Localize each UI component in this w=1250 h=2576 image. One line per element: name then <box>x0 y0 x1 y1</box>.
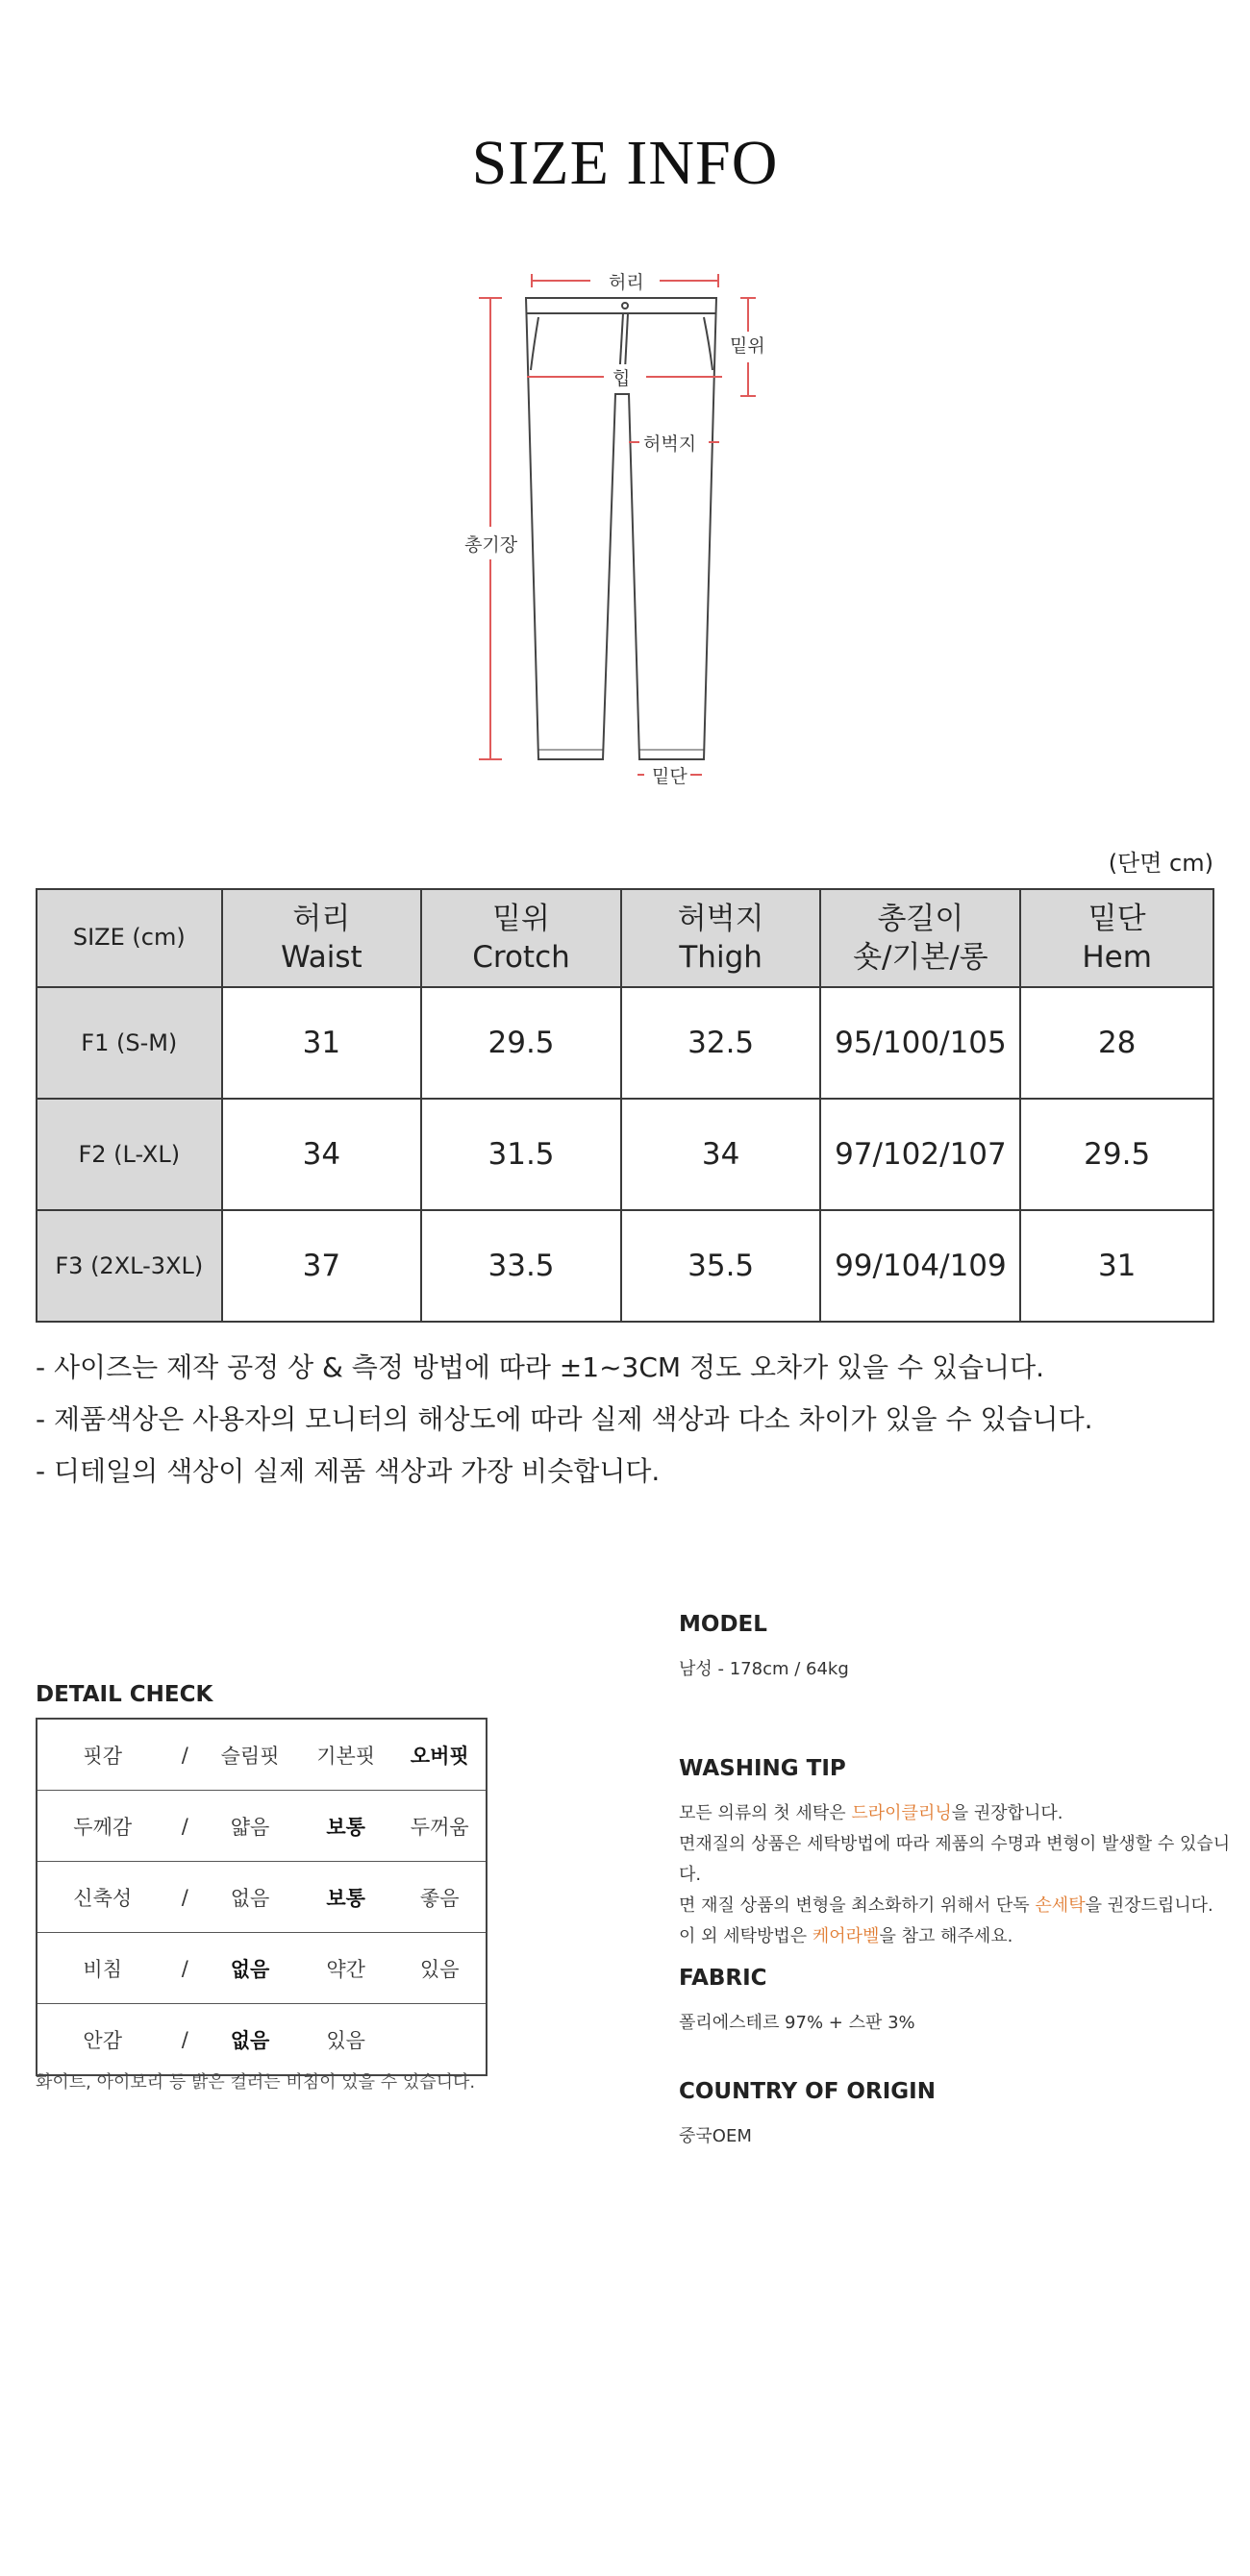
detail-separator: / <box>181 1814 188 1838</box>
diagram-label-waist: 허리 <box>606 268 647 294</box>
fabric-text: 폴리에스테르 97% + 스판 3% <box>679 2013 915 2033</box>
washing-heading: WASHING TIP <box>679 1756 846 1781</box>
column-header-crotch: 밑위 Crotch <box>421 889 621 987</box>
diagram-label-hip: 힙 <box>610 364 633 390</box>
detail-option: 얇음 <box>230 1815 270 1839</box>
table-cell: 37 <box>222 1210 422 1322</box>
washing-section <box>679 1756 1250 1952</box>
table-cell: 35.5 <box>621 1210 821 1322</box>
model-section <box>679 1612 849 1685</box>
row-size-label: F3 (2XL-3XL) <box>37 1210 222 1322</box>
table-row <box>37 1210 1213 1322</box>
size-notes <box>36 1348 1093 1503</box>
origin-heading: COUNTRY OF ORIGIN <box>679 2079 936 2104</box>
detail-row-sheer <box>38 1933 486 2004</box>
pants-size-diagram <box>0 0 1250 827</box>
column-header-waist: 허리 Waist <box>222 889 422 987</box>
table-cell: 33.5 <box>421 1210 621 1322</box>
table-cell: 99/104/109 <box>820 1210 1020 1322</box>
note-line: - 제품색상은 사용자의 모니터의 해상도에 따라 실제 색상과 다소 차이가 있을 수 있습니다. <box>36 1403 1093 1435</box>
detail-separator: / <box>181 1956 188 1980</box>
diagram-label-hem: 밑단 <box>649 762 690 788</box>
washing-line: 면재질의 상품은 세탁방법에 따라 제품의 수명과 변형이 발생할 수 있습니다. <box>679 1834 1231 1885</box>
table-cell: 31.5 <box>421 1099 621 1210</box>
table-cell: 95/100/105 <box>820 987 1020 1099</box>
table-cell: 31 <box>1020 1210 1213 1322</box>
column-header-thigh: 허벅지 Thigh <box>621 889 821 987</box>
table-cell: 32.5 <box>621 987 821 1099</box>
detail-label: 두께감 <box>73 1815 133 1839</box>
table-cell: 34 <box>222 1099 422 1210</box>
washing-line: 모든 의류의 첫 세탁은 드라이클리닝을 권장합니다. <box>679 1803 1063 1823</box>
origin-text: 중국OEM <box>679 2126 752 2146</box>
detail-option-selected: 없음 <box>230 1957 270 1981</box>
pants-outline-drawing <box>0 0 1250 827</box>
column-header-length: 총길이 숏/기본/롱 <box>820 889 1020 987</box>
detail-option: 있음 <box>326 2028 365 2052</box>
highlight-text: 케어라벨 <box>812 1926 880 1946</box>
detail-label: 안감 <box>83 2028 122 2052</box>
origin-section <box>679 2079 936 2152</box>
note-line: - 사이즈는 제작 공정 상 & 측정 방법에 따라 ±1~3CM 정도 오차가 있을 수 있습니다. <box>36 1351 1045 1383</box>
table-cell: 29.5 <box>1020 1099 1213 1210</box>
washing-line: 이 외 세탁방법은 케어라벨을 참고 해주세요. <box>679 1926 1013 1946</box>
detail-option-selected: 오버핏 <box>410 1744 469 1768</box>
detail-check-note: 화이트, 아이보리 등 밝은 컬러는 비침이 있을 수 있습니다. <box>36 2072 476 2093</box>
detail-check-title: DETAIL CHECK <box>36 1682 213 1707</box>
detail-label: 신축성 <box>73 1886 133 1910</box>
row-size-label: F1 (S-M) <box>37 987 222 1099</box>
detail-option-selected: 없음 <box>230 2028 270 2052</box>
detail-option-selected: 보통 <box>326 1886 365 1910</box>
table-row <box>37 987 1213 1099</box>
detail-option: 없음 <box>230 1886 270 1910</box>
detail-option-selected: 보통 <box>326 1815 365 1839</box>
detail-separator: / <box>181 1743 188 1767</box>
table-cell: 34 <box>621 1099 821 1210</box>
detail-label: 비침 <box>83 1957 122 1981</box>
model-heading: MODEL <box>679 1612 767 1637</box>
detail-check-table <box>36 1718 488 2076</box>
fabric-section <box>679 1966 915 2039</box>
size-table-header <box>37 889 1213 987</box>
table-cell: 97/102/107 <box>820 1099 1020 1210</box>
model-text: 남성 - 178cm / 64kg <box>679 1659 849 1679</box>
detail-row-stretch <box>38 1862 486 1933</box>
fabric-heading: FABRIC <box>679 1966 767 1991</box>
detail-separator: / <box>181 1885 188 1909</box>
detail-label: 핏감 <box>83 1744 122 1768</box>
note-line: - 디테일의 색상이 실제 제품 색상과 가장 비슷합니다. <box>36 1455 661 1487</box>
diagram-label-rise: 밑위 <box>727 332 768 358</box>
column-header-hem: 밑단 Hem <box>1020 889 1213 987</box>
detail-option: 있음 <box>419 1957 460 1981</box>
table-cell: 31 <box>222 987 422 1099</box>
detail-option: 기본핏 <box>316 1744 376 1768</box>
detail-row-thickness <box>38 1791 486 1862</box>
row-size-label: F2 (L-XL) <box>37 1099 222 1210</box>
detail-separator: / <box>181 2027 188 2051</box>
size-table-corner: SIZE (cm) <box>37 889 222 987</box>
detail-option: 좋음 <box>419 1886 460 1910</box>
detail-option: 두꺼움 <box>410 1815 469 1839</box>
page-title: SIZE INFO <box>471 128 779 198</box>
size-table <box>36 888 1214 1323</box>
washing-line: 면 재질 상품의 변형을 최소화하기 위해서 단독 손세탁을 권장드립니다. <box>679 1895 1213 1916</box>
diagram-label-length: 총기장 <box>462 531 520 557</box>
highlight-text: 손세탁 <box>1035 1895 1086 1916</box>
diagram-label-thigh: 허벅지 <box>640 430 699 456</box>
detail-option: 약간 <box>326 1957 365 1981</box>
unit-note: (단면 cm) <box>1108 850 1213 877</box>
detail-option: 슬림핏 <box>220 1744 280 1768</box>
table-cell: 28 <box>1020 987 1213 1099</box>
table-row <box>37 1099 1213 1210</box>
highlight-text: 드라이클리닝 <box>851 1803 952 1823</box>
detail-row-fit <box>38 1720 486 1791</box>
table-cell: 29.5 <box>421 987 621 1099</box>
detail-row-lining <box>38 2004 486 2074</box>
